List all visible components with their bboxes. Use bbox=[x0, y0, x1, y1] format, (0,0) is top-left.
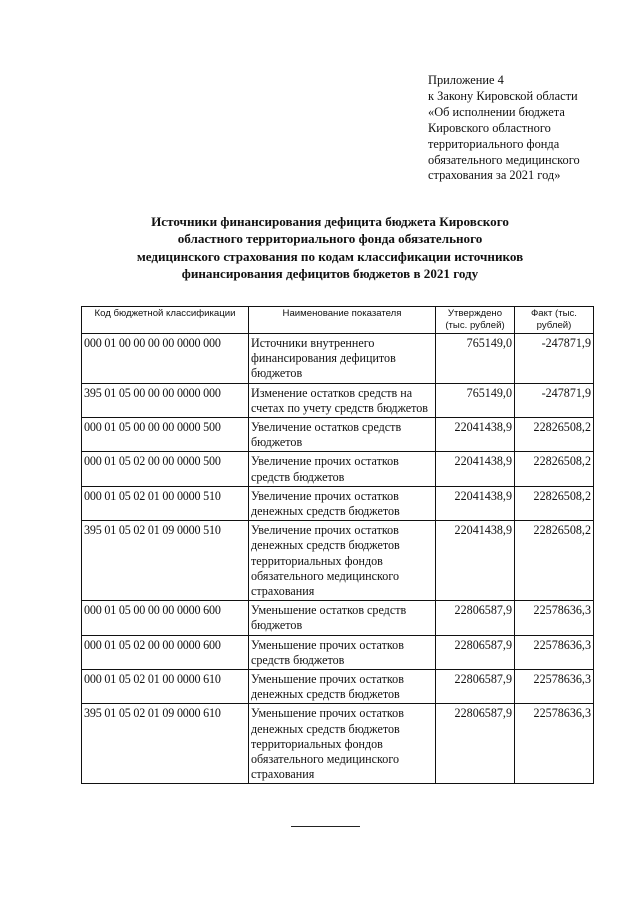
header-code: Код бюджетной классификации bbox=[82, 307, 249, 334]
appendix-line: территориального фонда bbox=[428, 136, 560, 151]
cell-approved: 22806587,9 bbox=[436, 635, 515, 669]
cell-actual: 22578636,3 bbox=[515, 601, 594, 635]
cell-code: 000 01 05 00 00 00 0000 600 bbox=[82, 601, 249, 635]
table-row bbox=[82, 521, 594, 601]
cell-actual: 22578636,3 bbox=[515, 670, 594, 704]
cell-name: Увеличение остатков средств бюджетов bbox=[249, 418, 436, 452]
cell-name: Уменьшение прочих остатков денежных средств бюджетов территориальных фондов обязательного медицинского страхования bbox=[249, 704, 436, 784]
cell-name: Увеличение прочих остатков денежных средств бюджетов bbox=[249, 486, 436, 520]
cell-actual: -247871,9 bbox=[515, 383, 594, 417]
cell-approved: 22806587,9 bbox=[436, 670, 515, 704]
table-row bbox=[82, 383, 594, 417]
cell-name: Уменьшение остатков средств бюджетов bbox=[249, 601, 436, 635]
appendix-line: Приложение 4 bbox=[428, 73, 504, 87]
cell-actual: 22578636,3 bbox=[515, 704, 594, 784]
appendix-line: «Об исполнении бюджета bbox=[428, 104, 565, 119]
cell-approved: 765149,0 bbox=[436, 383, 515, 417]
cell-actual: 22578636,3 bbox=[515, 635, 594, 669]
cell-approved: 22041438,9 bbox=[436, 418, 515, 452]
appendix-line: к Закону Кировской области bbox=[428, 88, 578, 103]
cell-approved: 22041438,9 bbox=[436, 486, 515, 520]
cell-actual: 22826508,2 bbox=[515, 452, 594, 486]
cell-code: 000 01 05 02 01 00 0000 610 bbox=[82, 670, 249, 704]
cell-approved: 22806587,9 bbox=[436, 704, 515, 784]
cell-actual: 22826508,2 bbox=[515, 418, 594, 452]
cell-name: Уменьшение прочих остатков средств бюджетов bbox=[249, 635, 436, 669]
title-line: областного территориального фонда обязательного bbox=[177, 231, 483, 247]
header-name: Наименование показателя bbox=[249, 307, 436, 334]
cell-code: 000 01 05 00 00 00 0000 500 bbox=[82, 418, 249, 452]
cell-approved: 22041438,9 bbox=[436, 452, 515, 486]
document-title bbox=[60, 213, 600, 283]
header-actual: Факт (тыс. рублей) bbox=[515, 307, 594, 334]
cell-approved: 765149,0 bbox=[436, 334, 515, 384]
cell-code: 000 01 00 00 00 00 0000 000 bbox=[82, 334, 249, 384]
table-row bbox=[82, 452, 594, 486]
cell-name: Источники внутреннего финансирования дефицитов бюджетов bbox=[249, 334, 436, 384]
table-header-row bbox=[82, 307, 594, 334]
cell-name: Увеличение прочих остатков денежных средств бюджетов территориальных фондов обязательного медицинского страхования bbox=[249, 521, 436, 601]
cell-code: 000 01 05 02 00 00 0000 600 bbox=[82, 635, 249, 669]
table-row bbox=[82, 486, 594, 520]
title-line: медицинского страхования по кодам классификации источников bbox=[136, 248, 524, 264]
table-row bbox=[82, 670, 594, 704]
cell-code: 000 01 05 02 00 00 0000 500 bbox=[82, 452, 249, 486]
cell-approved: 22041438,9 bbox=[436, 521, 515, 601]
title-line: финансирования дефицитов бюджетов в 2021 году bbox=[181, 266, 479, 282]
cell-actual: 22826508,2 bbox=[515, 521, 594, 601]
appendix-line: Кировского областного bbox=[428, 120, 551, 135]
title-line: Источники финансирования дефицита бюджета Кировского bbox=[151, 214, 509, 229]
table-row bbox=[82, 601, 594, 635]
header-approved: Утверждено (тыс. рублей) bbox=[436, 307, 515, 334]
table-row bbox=[82, 635, 594, 669]
table-row bbox=[82, 334, 594, 384]
appendix-line: страхования за 2021 год» bbox=[428, 168, 561, 183]
cell-approved: 22806587,9 bbox=[436, 601, 515, 635]
table-row bbox=[82, 704, 594, 784]
cell-code: 395 01 05 02 01 09 0000 610 bbox=[82, 704, 249, 784]
footer-divider bbox=[291, 826, 360, 827]
appendix-note bbox=[428, 73, 628, 184]
appendix-line: обязательного медицинского bbox=[428, 152, 580, 167]
cell-actual: -247871,9 bbox=[515, 334, 594, 384]
cell-code: 000 01 05 02 01 00 0000 510 bbox=[82, 486, 249, 520]
cell-name: Изменение остатков средств на счетах по учету средств бюджетов bbox=[249, 383, 436, 417]
financing-sources-table bbox=[81, 306, 594, 784]
cell-code: 395 01 05 02 01 09 0000 510 bbox=[82, 521, 249, 601]
cell-name: Увеличение прочих остатков средств бюджетов bbox=[249, 452, 436, 486]
cell-actual: 22826508,2 bbox=[515, 486, 594, 520]
cell-name: Уменьшение прочих остатков денежных средств бюджетов bbox=[249, 670, 436, 704]
cell-code: 395 01 05 00 00 00 0000 000 bbox=[82, 383, 249, 417]
table-row bbox=[82, 418, 594, 452]
